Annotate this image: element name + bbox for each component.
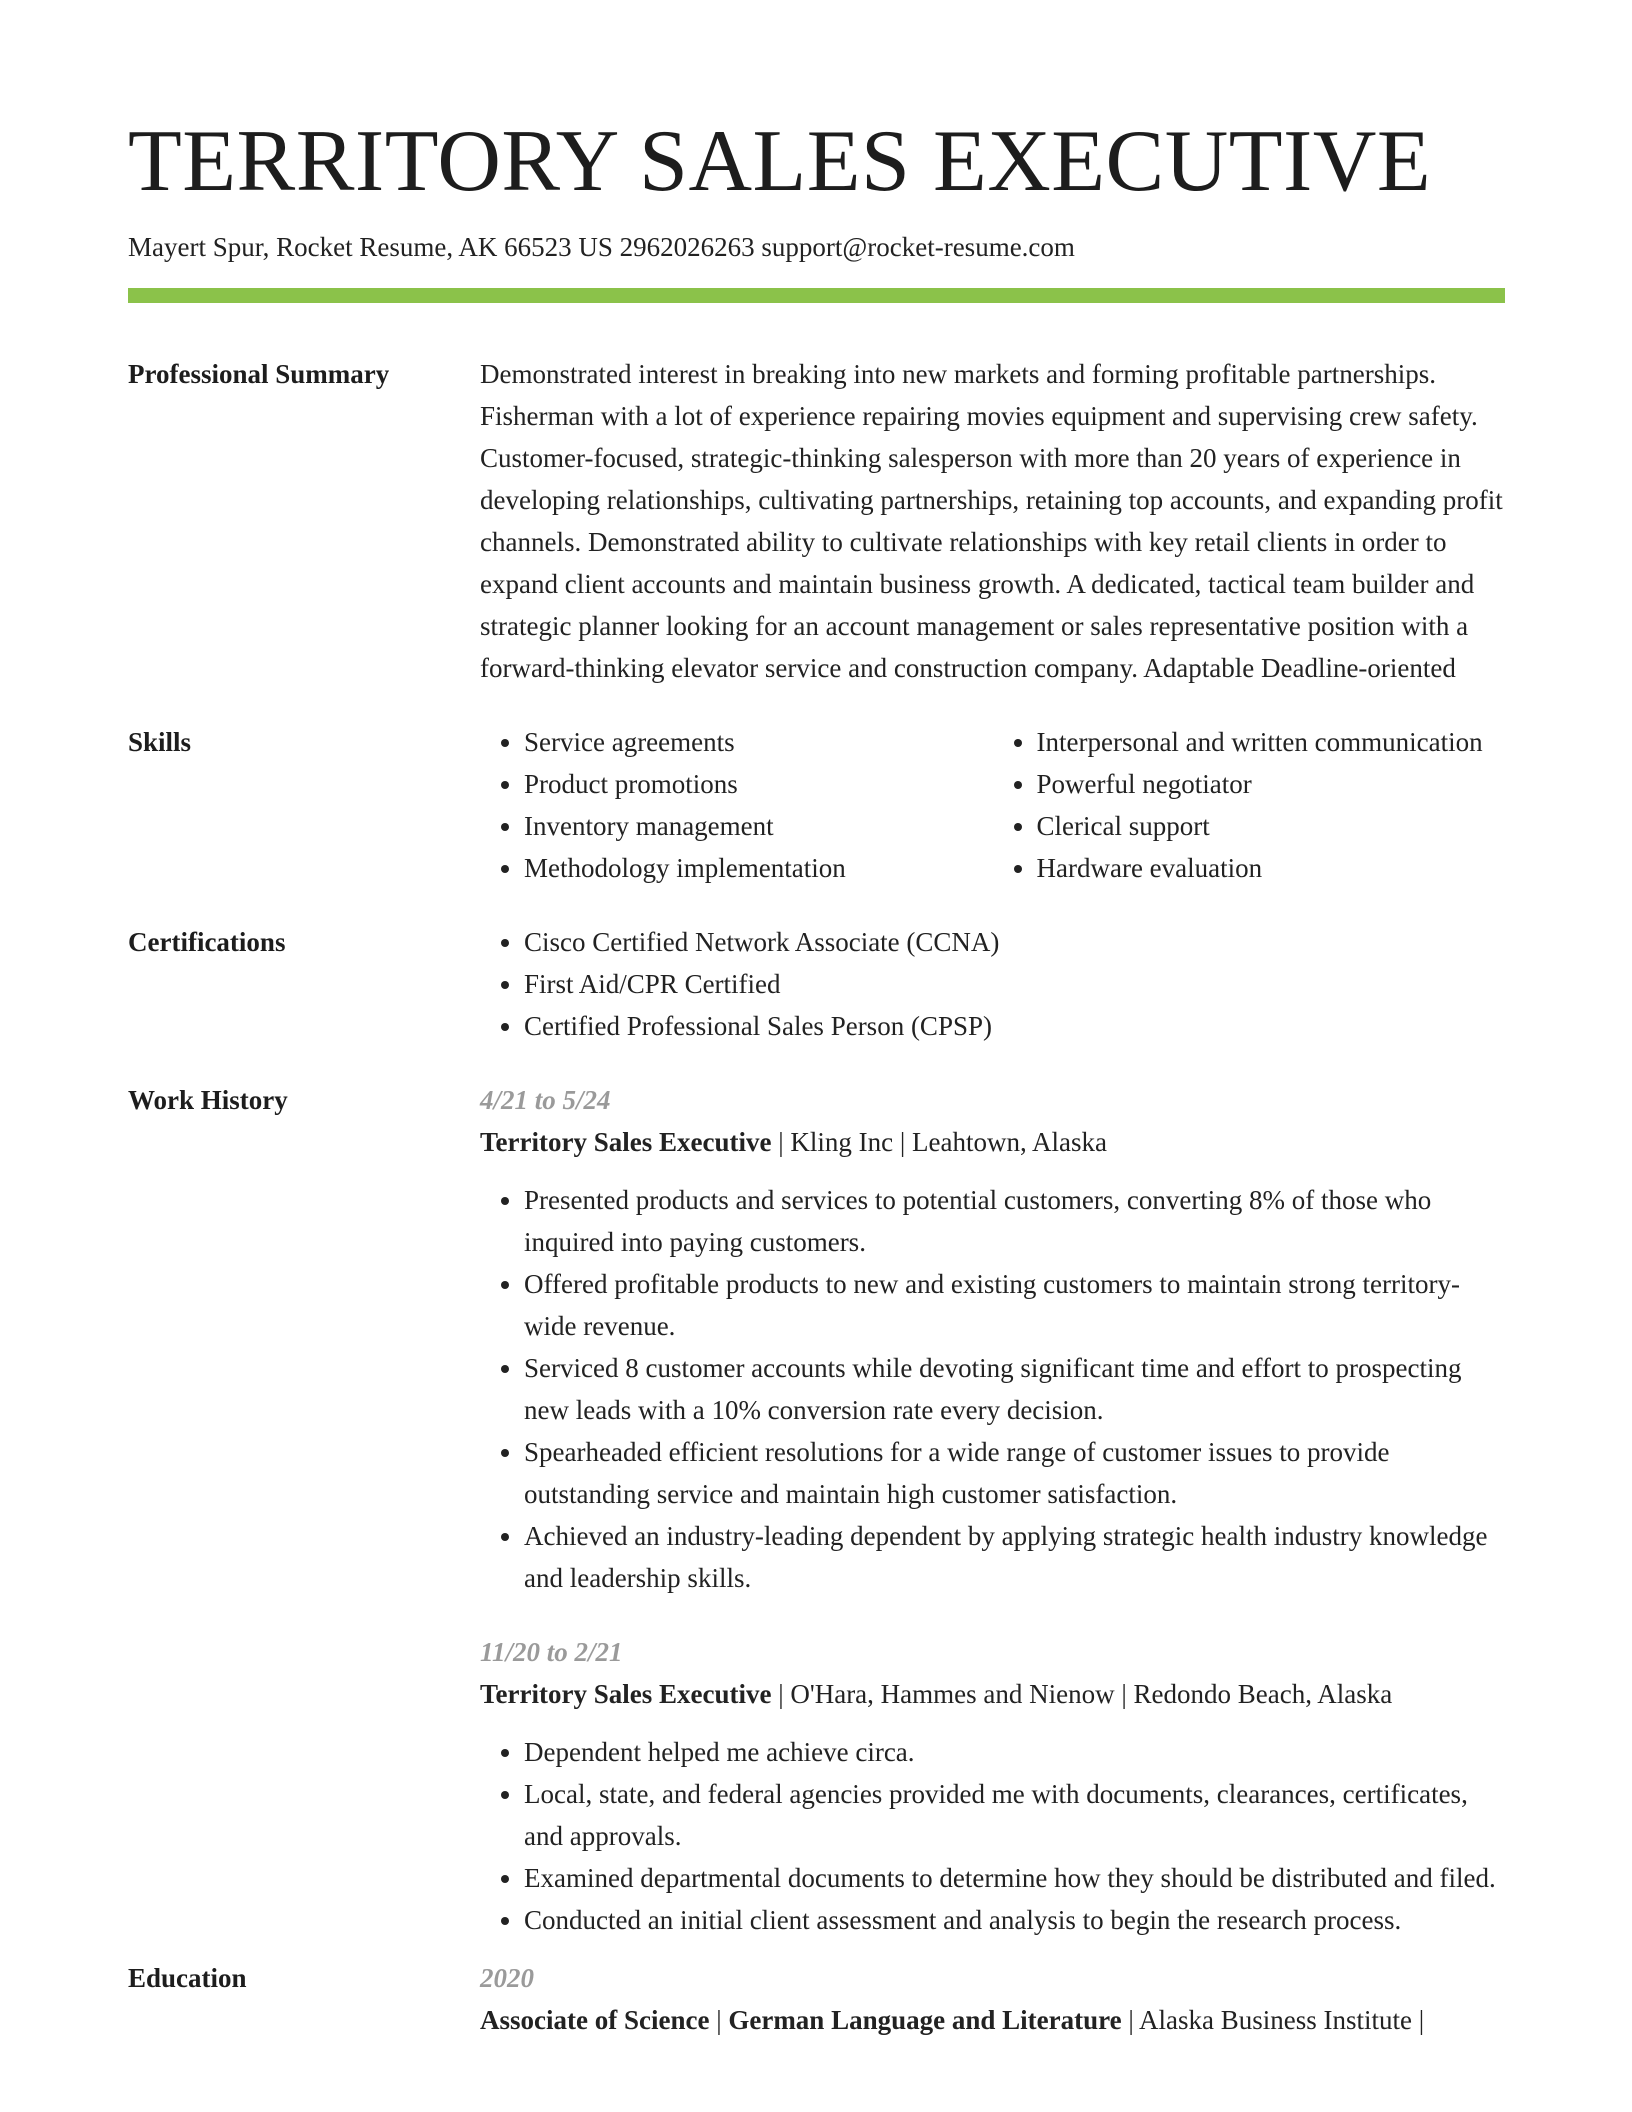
skill-item: • Service agreements (524, 721, 993, 763)
job-bullet: • Conducted an initial client assessment and analysis to begin the research process. (524, 1899, 1505, 1941)
job-bullets (480, 1731, 1505, 1941)
section-label-certifications: Certifications (128, 927, 286, 958)
certifications-list (480, 921, 1505, 1047)
job-dates: 4/21 to 5/24 (480, 1085, 611, 1116)
contact-address: Mayert Spur, Rocket Resume, AK 66523 US (128, 232, 613, 262)
job-role-line: Territory Sales Executive | Kling Inc | Leahtown, Alaska (480, 1127, 1107, 1158)
skill-item: • Inventory management (524, 805, 993, 847)
summary-content (480, 353, 1505, 689)
certification-item: • First Aid/CPR Certified (524, 963, 1505, 1005)
section-label-skills: Skills (128, 727, 192, 758)
job-entry (480, 1631, 1505, 1941)
skill-item: • Interpersonal and written communication (1037, 721, 1506, 763)
job-bullet: • Serviced 8 customer accounts while devoting significant time and effort to prospecting new leads with a 10% conversion rate every decision. (524, 1347, 1505, 1431)
summary-text: Demonstrated interest in breaking into new markets and forming profitable partnerships. Fisherman with a lot of experience repairing movies equipment and supervising crew safety. Customer-focused, strategic-thinking salesperson with more than 20 years of experience in developing relationships, cultivating partnerships, retaining top accounts, and expanding profit channels. Demonstrated ability to cultivate relationships with key retail clients in order to expand client accounts and maintain business growth. A dedicated, tactical team builder and strategic planner looking for an account management or sales representative position with a forward-thinking elevator service and construction company. Adaptable Deadline-oriented (480, 359, 1503, 684)
certifications-section (128, 921, 1505, 1047)
skills-list-right (993, 721, 1506, 889)
section-label-work-history: Work History (128, 1085, 288, 1116)
contact-phone: 2962026263 (619, 232, 755, 262)
work-history-section (128, 1079, 1505, 1941)
job-title: Territory Sales Executive (480, 1679, 772, 1710)
skill-item: • Clerical support (1037, 805, 1506, 847)
education-section (128, 1957, 1505, 2041)
job-company: O'Hara, Hammes and Nienow (790, 1679, 1115, 1710)
certification-item: • Cisco Certified Network Associate (CCNA) (524, 921, 1505, 963)
job-bullet: • Spearheaded efficient resolutions for a wide range of customer issues to provide outstanding service and maintain high customer satisfaction. (524, 1431, 1505, 1515)
skills-section (128, 721, 1505, 889)
resume-title: TERRITORY SALES EXECUTIVE (128, 113, 1432, 210)
job-entry (480, 1079, 1505, 1599)
education-school: Alaska Business Institute (1139, 2005, 1412, 2036)
job-bullet: • Local, state, and federal agencies provided me with documents, clearances, certificates, and approvals. (524, 1773, 1505, 1857)
skill-item: • Product promotions (524, 763, 993, 805)
skill-item: • Powerful negotiator (1037, 763, 1506, 805)
job-bullet: • Achieved an industry-leading dependent by applying strategic health industry knowledge and leadership skills. (524, 1515, 1505, 1599)
skill-item: • Hardware evaluation (1037, 847, 1506, 889)
job-bullets (480, 1179, 1505, 1599)
job-location: Leahtown, Alaska (911, 1127, 1107, 1158)
skills-list-left (480, 721, 993, 889)
skill-item: • Methodology implementation (524, 847, 993, 889)
job-location: Redondo Beach, Alaska (1133, 1679, 1393, 1710)
resume-page (128, 113, 1505, 2041)
job-bullet: • Dependent helped me achieve circa. (524, 1731, 1505, 1773)
job-bullet: • Presented products and services to potential customers, converting 8% of those who inquired into paying customers. (524, 1179, 1505, 1263)
section-label-education: Education (128, 1963, 247, 1994)
certification-item: • Certified Professional Sales Person (CPSP) (524, 1005, 1505, 1047)
education-content (480, 1957, 1505, 2041)
contact-line (128, 231, 1505, 263)
contact-email: support@rocket-resume.com (761, 232, 1075, 262)
job-bullet: • Examined departmental documents to determine how they should be distributed and filed. (524, 1857, 1505, 1899)
job-role-line: Territory Sales Executive | O'Hara, Hammes and Nienow | Redondo Beach, Alaska (480, 1679, 1393, 1710)
education-degree: Associate of Science (480, 2005, 710, 2036)
summary-section (128, 353, 1505, 689)
job-dates: 11/20 to 2/21 (480, 1637, 623, 1668)
accent-divider (128, 288, 1505, 303)
job-title: Territory Sales Executive (480, 1127, 772, 1158)
skills-content (480, 721, 1505, 889)
certifications-content (480, 921, 1505, 1047)
work-history-content (480, 1079, 1505, 1941)
job-bullet: • Offered profitable products to new and existing customers to maintain strong territory-wide revenue. (524, 1263, 1505, 1347)
education-field: German Language and Literature (728, 2005, 1122, 2036)
job-company: Kling Inc (790, 1127, 894, 1158)
education-year: 2020 (480, 1963, 534, 1994)
education-line: Associate of Science | German Language and Literature | Alaska Business Institute | (480, 2005, 1425, 2036)
section-label-summary: Professional Summary (128, 359, 390, 390)
